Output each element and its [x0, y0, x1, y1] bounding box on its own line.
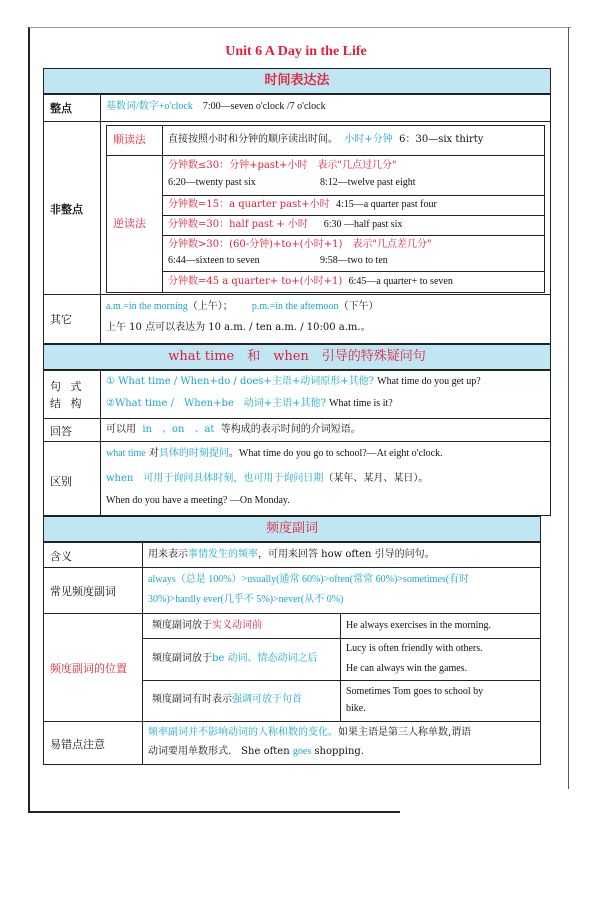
section-header-what-time-when: what time 和 when 引导的特殊疑问句 [43, 344, 551, 370]
reverse-example-1b: 8:12—twelve past eight [320, 177, 416, 188]
difference-line-3: When do you have a meeting? —On Monday. [106, 495, 290, 506]
common-adverbs-label: 常见频度副词 [50, 585, 116, 598]
common-adverbs-line-1: always（总是 100%）>usually(通常 60%)>often(常常 60%)>sometimes(有时 [148, 574, 470, 585]
answer-text: 可以用 in 、on 、at 等构成的表示时间的介词短语。 [106, 424, 361, 435]
structure-label: 句 式 结 构 [50, 380, 85, 410]
position-rule-2: 频度副词放于be 动词、情态动词之后 [152, 653, 318, 664]
position-example-1: He always exercises in the morning. [346, 620, 491, 631]
reverse-rule-1: 分钟数≤30：分钟+past+小时 表示"几点过几分" [168, 160, 397, 171]
mistake-label: 易错点注意 [50, 738, 105, 751]
position-example-2b: He can always win the games. [346, 663, 468, 674]
forward-method-label: 顺读法 [113, 133, 146, 146]
position-example-2a: Lucy is often friendly with others. [346, 643, 483, 654]
whole-hour-label: 整点 [50, 102, 72, 115]
other-line-1: a.m.=in the morning（上午）； p.m.=in the afternoon（下午） [106, 301, 379, 312]
reverse-rule-4: 分钟数>30：(60-分钟)+to+(小时+1) 表示"几点差几分" [168, 239, 432, 250]
reverse-row-5: 分钟数=45 a quarter+ to+(小时+1) 6:45—a quarter+ to seven [168, 276, 453, 287]
answer-label: 回答 [50, 425, 72, 438]
reverse-example-4a: 6:44—sixteen to seven [168, 255, 260, 266]
common-adverbs-line-2: 30%)>hardly ever(几乎不 5%)>never(从不 0%) [148, 594, 344, 605]
reverse-row-3: 分钟数=30：half past + 小时 6:30 —half past six [168, 219, 403, 230]
position-label: 频度副词的位置 [50, 662, 127, 675]
section-header-frequency-adverbs: 频度副词 [43, 516, 541, 542]
meaning-label: 含义 [50, 550, 72, 563]
other-label: 其它 [50, 313, 72, 326]
whole-hour-rule: 基数词/数字+o'clock 7:00—seven o'clock /7 o'clock [106, 101, 326, 112]
section-header-time-expression: 时间表达法 [43, 68, 551, 94]
other-line-2: 上午 10 点可以表达为 10 a.m. / ten a.m. / 10:00 a.m.。 [106, 322, 371, 333]
position-rule-3: 频度副词有时表示强调可放于句首 [152, 694, 302, 705]
meaning-text: 用来表示事情发生的频率，可用来回答 how often 引导的问句。 [148, 549, 435, 560]
position-rule-1: 频度副词放于实义动词前 [152, 620, 262, 631]
forward-method-desc: 直接按照小时和分钟的顺序读出时间。 小时+分钟 6：30—six thirty [168, 134, 484, 145]
position-example-3b: bike. [346, 703, 366, 714]
mistake-line-1: 频率副词并不影响动词的人称和数的变化。如果主语是第三人称单数,谓语 [148, 727, 472, 738]
position-example-3a: Sometimes Tom goes to school by [346, 686, 484, 697]
difference-label: 区别 [50, 475, 72, 488]
mistake-line-2: 动词要用单数形式. She often goes shopping. [148, 746, 364, 757]
reverse-example-4b: 9:58—two to ten [320, 255, 388, 266]
page-bottom-edge [28, 811, 400, 813]
page-title: Unit 6 A Day in the Life [225, 44, 367, 59]
reverse-row-2: 分钟数=15：a quarter past+小时 4:15—a quarter past four [168, 199, 437, 210]
reverse-example-1a: 6:20—twenty past six [168, 177, 256, 188]
non-whole-hour-label: 非整点 [50, 203, 83, 216]
difference-line-1: what time 对具体的时刻提问。What time do you go to school?—At eight o'clock. [106, 448, 443, 459]
difference-line-2: when 可用于询问具体时刻，也可用于询问日期（某年、某月、某日）。 [106, 473, 429, 484]
structure-line-2: ②What time / When+be 动词+主语+其他? What time is it? [106, 398, 393, 409]
structure-line-1: ① What time / When+do / does+主语+动词原形+其他? What time do you get up? [106, 376, 481, 387]
page-right-edge [568, 27, 569, 789]
reverse-method-label: 逆读法 [113, 217, 146, 230]
